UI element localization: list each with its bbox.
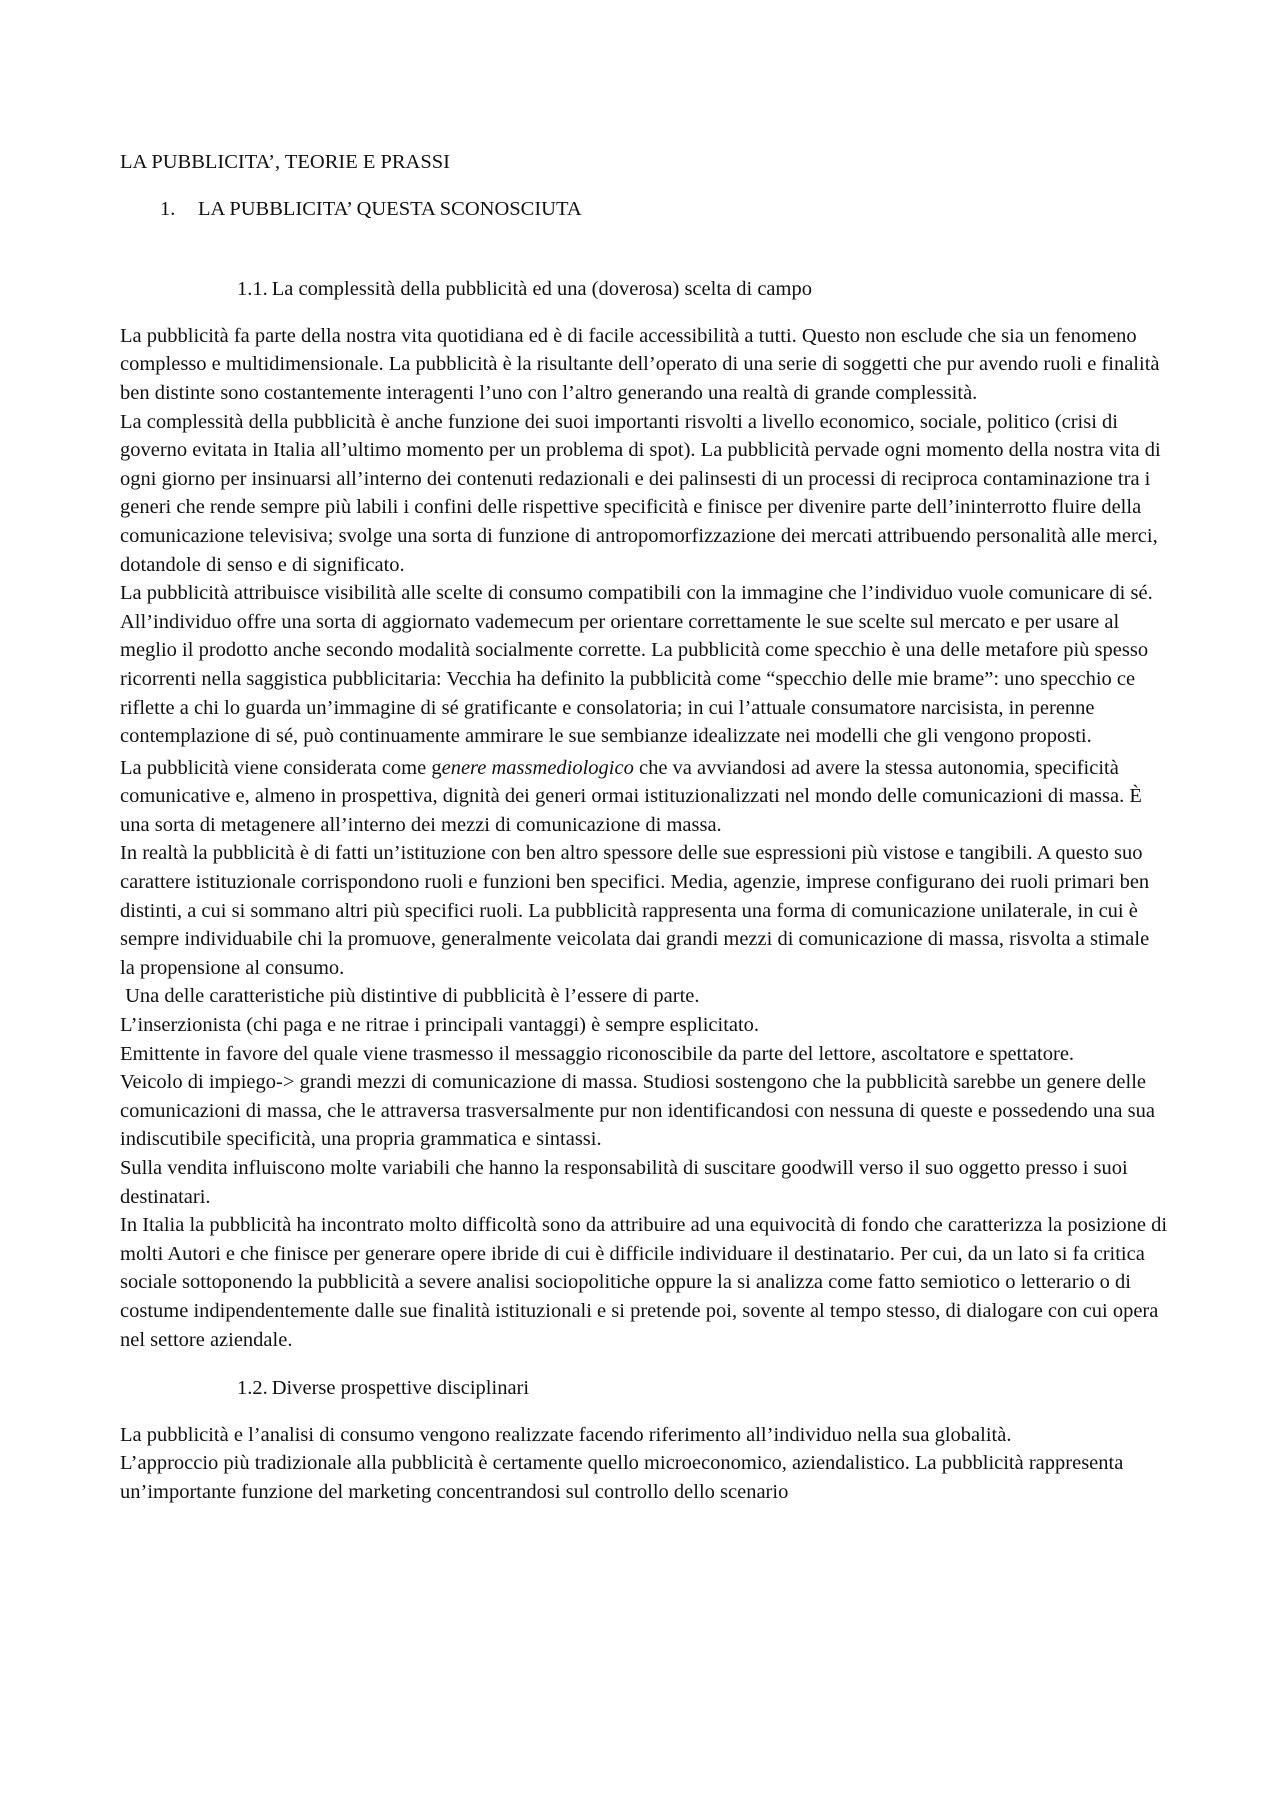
paragraph: La pubblicità attribuisce visibilità alle scelte di consumo compatibili con la immagine che l’individuo vuole comunicare di sé. All’individuo offre una sorta di aggiornato vademecum per orientare correttamente le sue scelte sul mercato e per usare al meglio il prodotto anche secondo modalità socialmente corrette. La pubblicità come specchio è una delle metafore più spesso ricorrenti nella saggistica pubblicitaria: Vecchia ha definito la pubblicità come “specchio delle mie brame”: uno specchio ce riflette a chi lo guarda un’immagine di sé gratificante e consolatoria; in cui l’attuale consumatore narcisista, in perenne contemplazione di sé, può continuamente ammirare le sue sembianze idealizzate nei modelli che gli vengono proposti. — [120, 582, 1153, 748]
paragraph: La pubblicità fa parte della nostra vita quotidiana ed è di facile accessibilità a tutti. Questo non esclude che sia un fenomeno complesso e multidimensionale. La pubblicità è la risultante dell’operato di una serie di soggetti che pur avendo ruoli e finalità ben distinte sono costantemente interagenti l’uno con l’altro generando una realtà di grande complessità. — [120, 324, 1160, 404]
chapter-heading — [160, 195, 1168, 224]
document-page — [120, 148, 1168, 1507]
chapter-title: LA PUBBLICITA’ QUESTA SCONOSCIUTA — [198, 197, 582, 220]
paragraph: L’approccio più tradizionale alla pubblicità è certamente quello microeconomico, aziendalistico. La pubblicità rappresenta un’importante funzione del marketing concentrandosi sul controllo dello scenario — [120, 1452, 1124, 1503]
text-span: che va avviandosi ad avere la stessa autonomia, specificità comunicative e, almeno in prospettiva, dignità dei generi ormai istituzionalizzati nel mondo delle comunicazioni di massa. È una sorta di metagenere all’interno dei mezzi di comunicazione di massa. — [120, 756, 1142, 836]
chapter-number: 1. — [160, 197, 176, 220]
paragraph-genre — [120, 754, 1168, 840]
section-heading-1-2 — [237, 1374, 1168, 1403]
paragraph: Emittente in favore del quale viene trasmesso il messaggio riconoscibile da parte del lettore, ascoltatore e spettatore. — [120, 1042, 1075, 1065]
document-title: LA PUBBLICITA’, TEORIE E PRASSI — [120, 151, 450, 173]
italic-term: enere massmediologico — [441, 756, 634, 779]
paragraph: L’inserzionista (chi paga e ne ritrae i principali vantaggi) è sempre esplicitato. — [120, 1014, 760, 1037]
paragraph: Sulla vendita influiscono molte variabili che hanno la responsabilità di suscitare goodwill verso il suo oggetto presso i suoi destinatari. — [120, 1157, 1128, 1208]
paragraph: La complessità della pubblicità è anche funzione dei suoi importanti risvolti a livello economico, sociale, politico (crisi di governo evitata in Italia all’ultimo momento per un problema di spot). La pubblicità pervade ogni momento della nostra vita di ogni giorno per insinuarsi all’interno dei contenuti redazionali e dei palinsesti di un processi di reciproca contaminazione tra i generi che rende sempre più labili i confini delle rispettive specificità e finisce per divenire parte dell’ininterrotto fluire della comunicazione televisiva; svolge una sorta di funzione di antropomorfizzazione dei mercati attribuendo personalità alle merci, dotandole di senso e di significato. — [120, 410, 1161, 576]
text-span: La pubblicità viene considerata come g — [120, 756, 442, 779]
section-heading-1-1 — [237, 275, 1168, 304]
section-number: 1.2. — [237, 1377, 268, 1400]
paragraph: Una delle caratteristiche più distintive di pubblicità è l’essere di parte. — [120, 985, 700, 1008]
section-title: Diverse prospettive disciplinari — [271, 1377, 530, 1400]
paragraph: In Italia la pubblicità ha incontrato molto difficoltà sono da attribuire ad una equivocità di fondo che caratterizza la posizione di molti Autori e che finisce per generare opere ibride di cui è difficile individuare il destinatario. Per cui, da un lato si fa critica sociale sottoponendo la pubblicità a severe analisi sociopolitiche oppure la si analizza come fatto semiotico o letterario o di costume indipendentemente dalle sue finalità istituzionali e si pretende poi, sovente al tempo stesso, di dialogare con cui opera nel settore aziendale. — [120, 1214, 1168, 1351]
section-number: 1.1. — [237, 278, 268, 301]
section-title: La complessità della pubblicità ed una (doverosa) scelta di campo — [271, 278, 812, 301]
paragraph: La pubblicità e l’analisi di consumo vengono realizzate facendo riferimento all’individuo nella sua globalità. — [120, 1423, 1012, 1446]
paragraph: Veicolo di impiego-> grandi mezzi di comunicazione di massa. Studiosi sostengono che la pubblicità sarebbe un genere delle comunicazioni di massa, che le attraversa trasversalmente pur non identificandosi con nessuna di queste e possedendo una sua indiscutibile specificità, una propria grammatica e sintassi. — [120, 1071, 1155, 1151]
paragraph: In realtà la pubblicità è di fatti un’istituzione con ben altro spessore delle sue espressioni più vistose e tangibili. A questo suo carattere istituzionale corrispondono ruoli e funzioni ben specifici. Media, agenzie, imprese configurano dei ruoli primari ben distinti, a cui si sommano altri più specifici ruoli. La pubblicità rappresenta una forma di comunicazione unilaterale, in cui è sempre individuabile chi la promuove, generalmente veicolata dai grandi mezzi di comunicazione di massa, risvolta a stimale la propensione al consumo. — [120, 842, 1150, 979]
